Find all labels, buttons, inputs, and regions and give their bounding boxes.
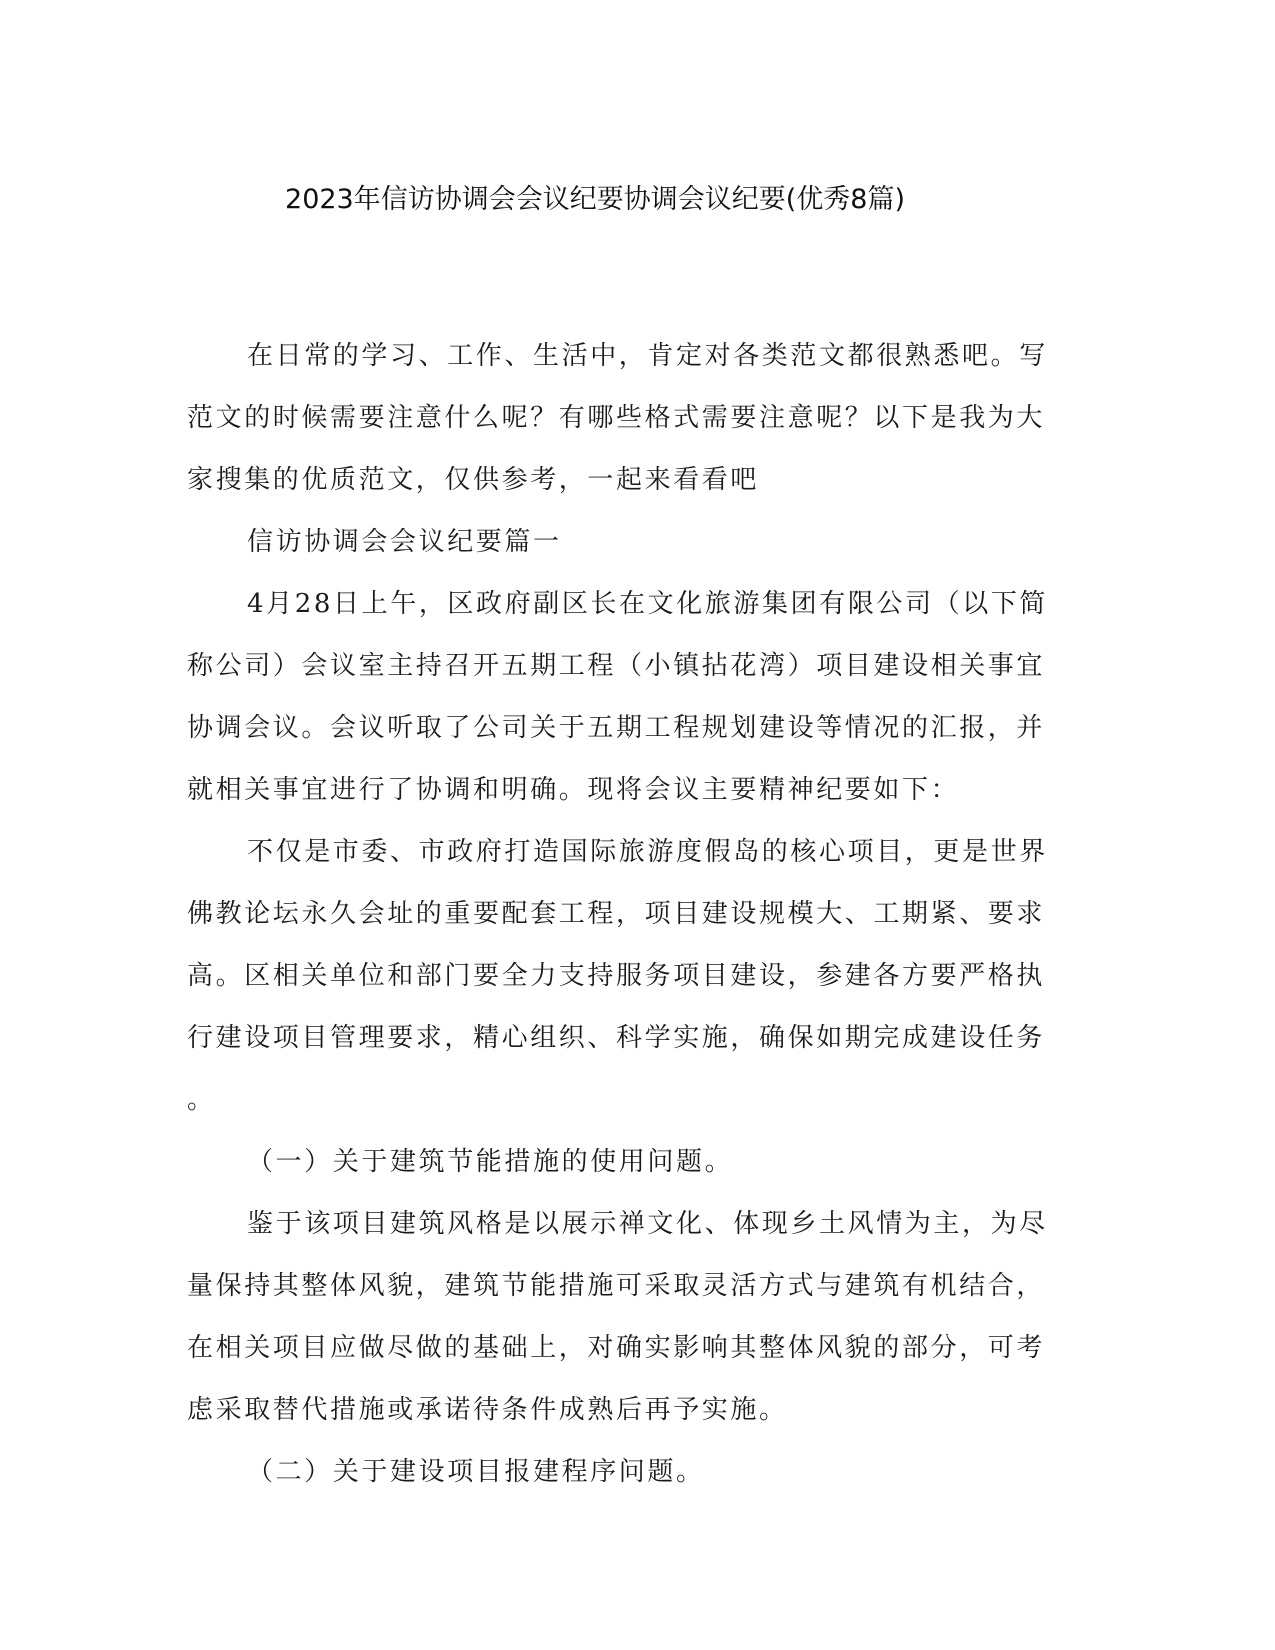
- paragraph-intro: 在日常的学习、工作、生活中，肯定对各类范文都很熟悉吧。写范文的时候需要注意什么呢？有哪些格式需要注意呢？以下是我为大家搜集的优质范文，仅供参考，一起来看看吧: [187, 341, 1048, 495]
- paragraph-energy-saving: 鉴于该项目建筑风格是以展示禅文化、体现乡土风情为主，为尽量保持其整体风貌，建筑节能措施可采取灵活方式与建筑有机结合，在相关项目应做尽做的基础上，对确实影响其整体风貌的部分，可考虑采取替代措施或承诺待条件成熟后再予实施。: [187, 1209, 1048, 1425]
- paragraph-meeting-summary: 4月28日上午，区政府副区长在文化旅游集团有限公司（以下简称公司）会议室主持召开五期工程（小镇拈花湾）项目建设相关事宜协调会议。会议听取了公司关于五期工程规划建设等情况的汇报，并就相关事宜进行了协调和明确。现将会议主要精神纪要如下：: [187, 589, 1049, 805]
- document-title: 2023年信访协调会会议纪要协调会议纪要(优秀8篇): [285, 184, 905, 215]
- paragraph-project-importance: 不仅是市委、市政府打造国际旅游度假岛的核心项目，更是世界佛教论坛永久会址的重要配套工程，项目建设规模大、工期紧、要求高。区相关单位和部门要全力支持服务项目建设，参建各方要严格执行建设项目管理要求，精心组织、科学实施，确保如期完成建设任务: [187, 837, 1048, 1053]
- document-body: [187, 325, 1067, 1503]
- paragraph-tail-punctuation: 。: [187, 1085, 216, 1115]
- subheading-energy-saving: （一）关于建筑节能措施的使用问题。: [247, 1147, 734, 1177]
- subheading-approval-procedure: （二）关于建设项目报建程序问题。: [247, 1457, 705, 1487]
- section-heading-1: 信访协调会会议纪要篇一: [247, 527, 562, 557]
